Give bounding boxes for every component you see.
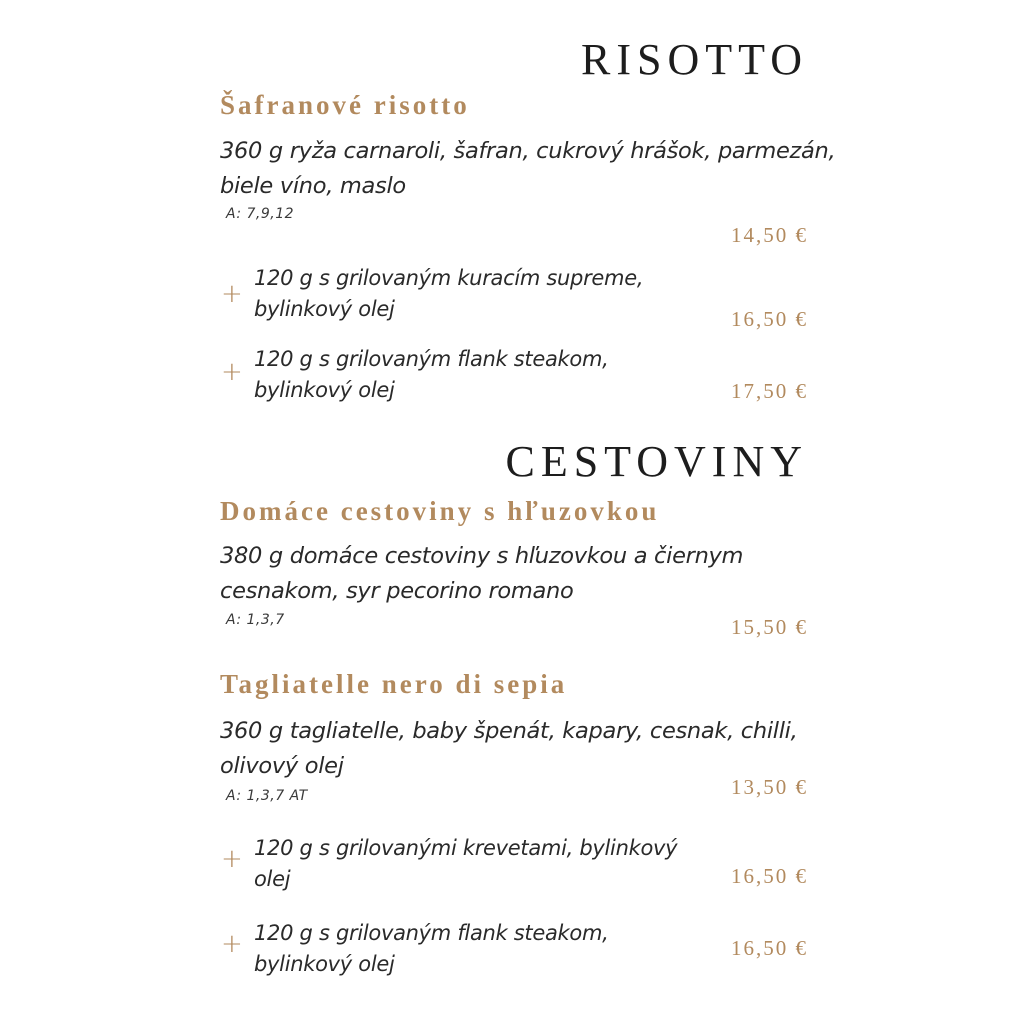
addon-description: 120 g s grilovanými krevetami, bylinkový olej	[254, 836, 678, 891]
plus-icon: +	[221, 929, 243, 959]
dish-name-domace-cestoviny: Domáce cestoviny s hľuzovkou	[220, 496, 660, 526]
allergen-info: A: 7,9,12	[226, 206, 295, 222]
section-title-cestoviny: CESTOVINY	[505, 437, 808, 486]
addon-description: 120 g s grilovaným kuracím supreme, bylinkový olej	[254, 266, 644, 321]
addon-description: 120 g s grilovaným flank steakom, bylinkový olej	[254, 921, 609, 976]
addon-price: 17,50 €	[731, 379, 808, 403]
dish-price: 14,50 €	[731, 223, 808, 247]
dish-description: 380 g domáce cestoviny s hľuzovkou a čiernym cesnakom, syr pecorino romano	[220, 543, 744, 604]
dish-name-safranove-risotto: Šafranové risotto	[220, 90, 470, 120]
dish-description: 360 g ryža carnaroli, šafran, cukrový hrášok, parmezán, biele víno, maslo	[220, 138, 836, 199]
addon-price: 16,50 €	[731, 864, 808, 888]
plus-icon: +	[221, 357, 243, 387]
addon-price: 16,50 €	[731, 307, 808, 331]
dish-price: 13,50 €	[731, 775, 808, 799]
dish-description: 360 g tagliatelle, baby špenát, kapary, cesnak, chilli, olivový olej	[220, 718, 798, 779]
section-title-risotto: RISOTTO	[581, 35, 808, 84]
dish-name-tagliatelle-nero: Tagliatelle nero di sepia	[220, 669, 568, 699]
plus-icon: +	[221, 279, 243, 309]
addon-price: 16,50 €	[731, 936, 808, 960]
addon-description: 120 g s grilovaným flank steakom, bylinkový olej	[254, 347, 609, 402]
allergen-info: A: 1,3,7 AT	[226, 788, 308, 804]
plus-icon: +	[221, 844, 243, 874]
dish-price: 15,50 €	[731, 615, 808, 639]
allergen-info: A: 1,3,7	[226, 612, 285, 628]
